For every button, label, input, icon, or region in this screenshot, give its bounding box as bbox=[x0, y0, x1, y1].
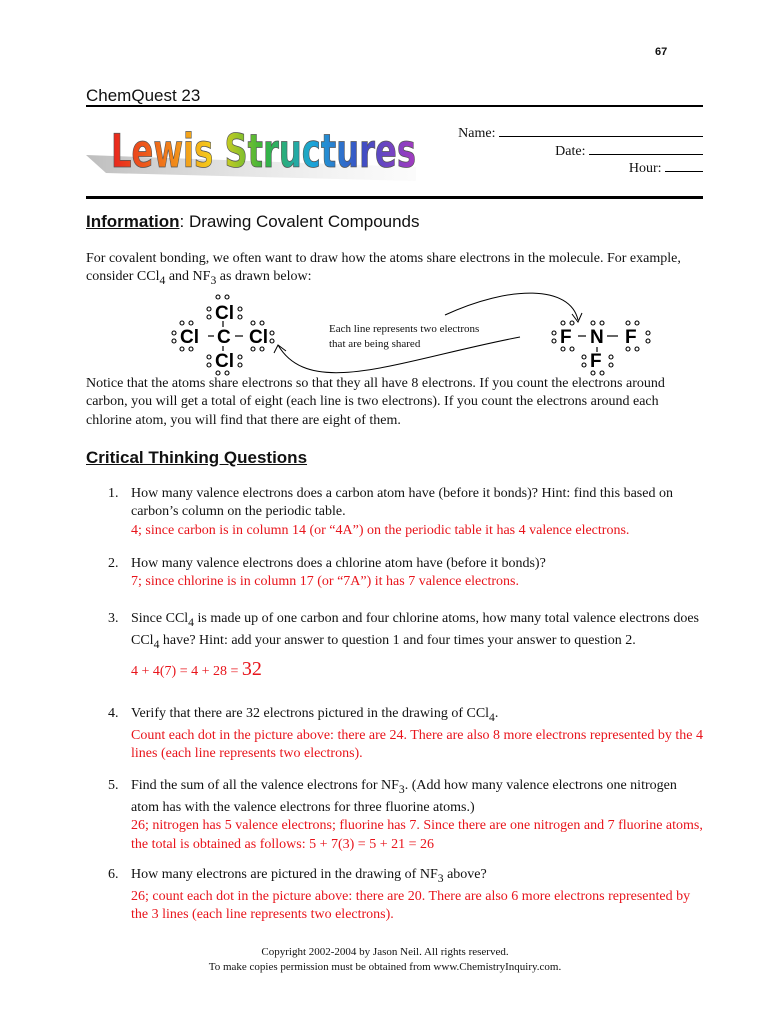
footer: Copyright 2002-2004 by Jason Neil. All rights reserved. To make copies permission must be obtained from www.ChemistryInquiry.com. bbox=[208, 946, 562, 973]
answer-2: 7; since chlorine is in column 17 (or “7A”) it has 7 valence electrons. bbox=[131, 574, 519, 590]
atom-cl-right: Cl bbox=[249, 327, 268, 348]
answer-3: 4 + 4(7) = 4 + 28 = 32 bbox=[131, 658, 262, 681]
question-5: 5. Find the sum of all the valence electrons for $NF_3$. (Add how many valence electrons one nitrogen atom has with the valence electrons for three fluorine atoms.) 26; nitrogen has 5 valence electrons; fluorine has 7. Since there are one nitrogen and 7 fluorine atoms, the total is obtained as follows: 5 + 7(3) = 5 + 21 = 26 bbox=[108, 777, 708, 854]
critical-thinking-heading: Critical Thinking Questions bbox=[86, 448, 308, 467]
answer-6: 26; count each dot in the picture above: there are 20. There are also 6 more electrons represented by the 3 lines (each line represents two electrons). bbox=[131, 889, 691, 923]
question-1: 1. How many valence electrons does a carbon atom have (before it bonds)? Hint: find this based on carbon’s column on the periodic table. 4; since carbon is in column 14 (or “4A”) on the periodic table it has 4 valence electrons. bbox=[108, 485, 708, 540]
header-rule bbox=[86, 105, 703, 107]
question-4: 4. Verify that there are 32 electrons pictured in the drawing of CCl$_4$. Count each dot in the picture above: there are 24. There are also 8 more electrons represented by the 4 lines (each line represents two electrons). bbox=[108, 705, 708, 764]
page-number: 67 bbox=[655, 46, 668, 58]
information-heading: Information: Drawing Covalent Compounds bbox=[86, 212, 420, 231]
atom-cl-bottom: Cl bbox=[215, 351, 234, 372]
atom-cl-left: Cl bbox=[180, 327, 199, 348]
series-title: ChemQuest 23 bbox=[86, 86, 201, 105]
answer-5: 26; nitrogen has 5 valence electrons; fluorine has 7. Since there are one nitrogen and 7 fluorine atoms, the total is obtained as follows: 5 + 7(3) = 5 + 21 = 26 bbox=[131, 818, 703, 852]
atom-f-left: F bbox=[560, 327, 572, 348]
question-3: 3. Since CCl$_4$ is made up of one carbon and four chlorine atoms, how many total valence electrons does CCl$_4$ have? Hint: add your answer to question 1 and four times your answer to question 2. 4 + 4(7) = 4 + 28 = 32 bbox=[108, 610, 708, 681]
question-6: 6. How many electrons are pictured in the drawing of $NF_3$ above? 26; count each dot in the picture above: there are 20. There are also 6 more electrons represented by the 3 lines (each line represents two electrons). bbox=[108, 866, 708, 925]
section-rule bbox=[86, 196, 703, 199]
answer-1: 4; since carbon is in column 14 (or “4A”) on the periodic table it has 4 valence electrons. bbox=[131, 522, 630, 538]
atom-n: N bbox=[590, 327, 604, 348]
diagram-caption: Each line represents two electrons that are being shared bbox=[329, 323, 480, 350]
atom-f-right: F bbox=[625, 327, 637, 348]
answer-4: Count each dot in the picture above: there are 24. There are also 8 more electrons represented by the 4 lines (each line represents two electrons). bbox=[131, 728, 703, 762]
hour-field[interactable]: Hour: bbox=[629, 159, 703, 177]
date-field[interactable]: Date: bbox=[555, 142, 703, 160]
question-2: 2. How many valence electrons does a chlorine atom have (before it bonds)? 7; since chlorine is in column 17 (or “7A”) it has 7 valence electrons. bbox=[108, 555, 708, 592]
lewis-structures-logo bbox=[86, 115, 431, 185]
atom-f-bottom: F bbox=[590, 351, 602, 372]
logo-text: Lewis Structures bbox=[111, 124, 416, 178]
name-field[interactable]: Name: bbox=[458, 124, 703, 142]
atom-cl-top: Cl bbox=[215, 303, 234, 324]
intro-paragraph: For covalent bonding, we often want to draw how the atoms share electrons in the molecule. For example, consider CCl$_4$ and $NF_3$ as drawn below: bbox=[86, 251, 681, 288]
atom-c: C bbox=[217, 327, 231, 348]
notice-paragraph: Notice that the atoms share electrons so that they all have 8 electrons. If you count the electrons around carbon, you will get a total of eight (each line is two electrons). If you count the electrons around each chlorine atom, you will find that there are eight of them. bbox=[86, 376, 665, 428]
